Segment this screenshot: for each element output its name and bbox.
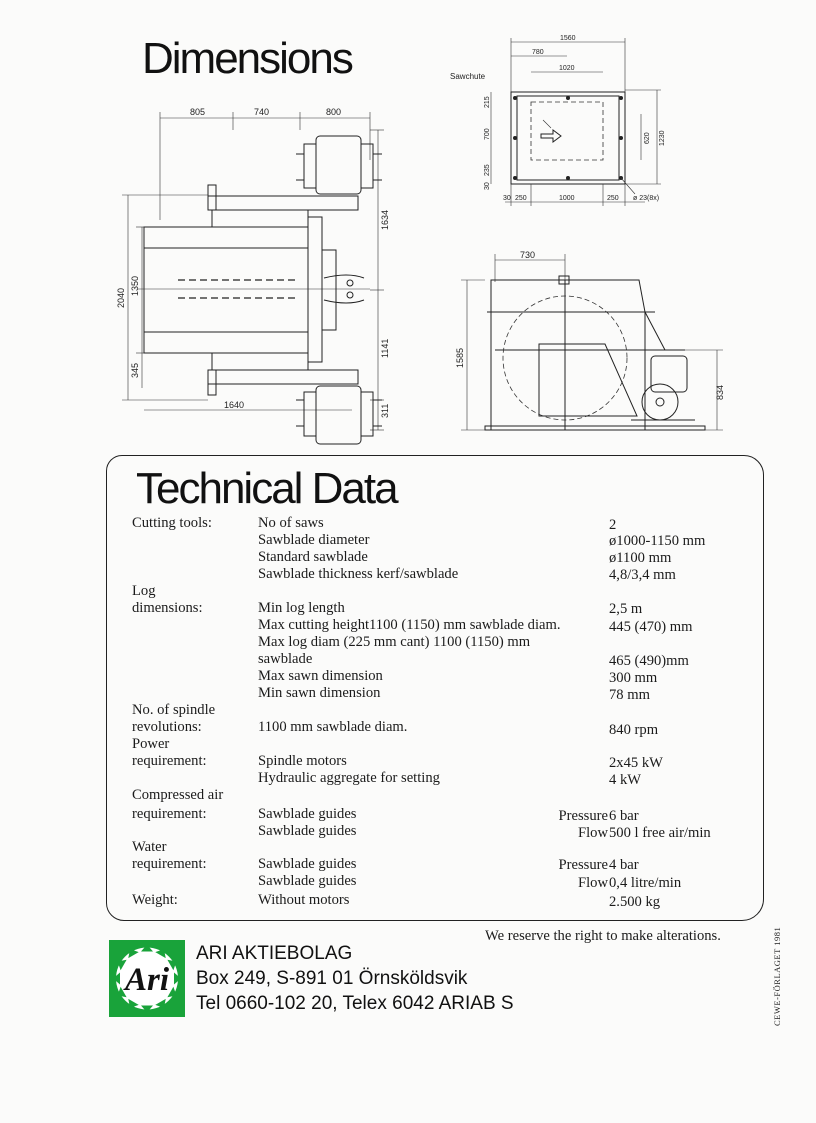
technical-data-heading: Technical Data bbox=[136, 464, 397, 513]
spec-value: 300 mm bbox=[609, 670, 658, 686]
top-dim-780: 780 bbox=[532, 49, 544, 56]
plan-dim-right-1: 1634 bbox=[380, 209, 390, 230]
top-dim-left-235: 235 bbox=[484, 164, 491, 176]
bolt-note: ø 23(8x) bbox=[633, 195, 660, 202]
top-dim-1020: 1020 bbox=[559, 65, 575, 72]
spec-value: 0,4 litre/min bbox=[609, 875, 682, 891]
spec-label: revolutions: bbox=[132, 719, 202, 735]
plan-dim-top-2: 740 bbox=[254, 107, 270, 117]
side-dim-top: 730 bbox=[520, 250, 536, 260]
spec-label: Cutting tools: bbox=[132, 515, 212, 531]
top-dim-right-620: 620 bbox=[644, 132, 651, 144]
spec-description: No of saws bbox=[258, 515, 324, 531]
spec-value: 445 (470) mm bbox=[609, 619, 693, 635]
logo-text: Ari bbox=[124, 962, 170, 998]
plan-dim-left-1: 2040 bbox=[116, 287, 126, 308]
spec-qualifier: Flow bbox=[577, 825, 608, 841]
spec-description: sawblade bbox=[258, 651, 313, 667]
top-dim-left-30: 30 bbox=[484, 182, 491, 190]
spec-value: ø1000-1150 mm bbox=[609, 533, 706, 549]
spec-description: Sawblade thickness kerf/sawblade bbox=[258, 566, 459, 582]
spec-description: Without motors bbox=[258, 892, 350, 908]
plan-dim-left-3: 345 bbox=[130, 362, 140, 378]
spec-label: requirement: bbox=[132, 753, 207, 769]
sawchute-label: Sawchute bbox=[450, 72, 486, 81]
spec-description: Sawblade guides bbox=[258, 806, 357, 822]
spec-description: Sawblade guides bbox=[258, 856, 357, 872]
spec-description: Standard sawblade bbox=[258, 549, 368, 565]
spec-qualifier: Pressure bbox=[558, 857, 608, 873]
spec-description: Sawblade guides bbox=[258, 873, 357, 889]
spec-qualifier: Pressure bbox=[558, 808, 608, 824]
company-address: Box 249, S-891 01 Örnsköldsvik bbox=[196, 968, 468, 989]
top-dim-bottom-30: 30 bbox=[503, 195, 511, 202]
spec-description: Max log diam (225 mm cant) 1100 (1150) mm bbox=[258, 634, 531, 650]
spec-label: No. of spindle bbox=[132, 702, 216, 718]
spec-label: Compressed air bbox=[132, 787, 224, 803]
spec-value: 6 bar bbox=[609, 808, 639, 824]
side-dim-left: 1585 bbox=[455, 347, 465, 368]
spec-label: requirement: bbox=[132, 806, 207, 822]
plan-dim-top-3: 800 bbox=[326, 107, 342, 117]
spec-value: ø1100 mm bbox=[609, 550, 672, 566]
spec-description: Max cutting height1100 (1150) mm sawblade diam. bbox=[258, 617, 561, 633]
top-dim-left-215: 215 bbox=[484, 96, 491, 108]
saw-blade-icon bbox=[109, 940, 185, 1017]
plan-dim-top-1: 805 bbox=[190, 107, 206, 117]
spec-label: Log bbox=[132, 583, 156, 599]
side-dim-right: 834 bbox=[715, 384, 725, 400]
spec-label: requirement: bbox=[132, 856, 207, 872]
spec-description: Spindle motors bbox=[258, 753, 347, 769]
printer-credit: CEWE-FÖRLAGET 1981 bbox=[772, 926, 782, 1026]
company-name: ARI AKTIEBOLAG bbox=[196, 943, 353, 964]
spec-value: 4,8/3,4 mm bbox=[609, 567, 676, 583]
reserve-note: We reserve the right to make alterations. bbox=[485, 928, 721, 944]
spec-value: 2,5 m bbox=[609, 601, 643, 617]
spec-value: 2.500 kg bbox=[609, 894, 661, 910]
plan-dim-right-3: 311 bbox=[380, 403, 390, 418]
spec-value: 2x45 kW bbox=[609, 755, 663, 771]
spec-value: 2 bbox=[609, 517, 617, 533]
spec-description: 1100 mm sawblade diam. bbox=[258, 719, 408, 735]
top-dim-right-1230: 1230 bbox=[659, 130, 666, 146]
spec-description: Hydraulic aggregate for setting bbox=[258, 770, 440, 786]
top-dim-bottom-1000: 1000 bbox=[559, 195, 575, 202]
spec-value: 78 mm bbox=[609, 687, 650, 703]
plan-view-drawing bbox=[108, 100, 408, 445]
plan-dim-right-2: 1141 bbox=[380, 338, 390, 358]
top-dim-left-700: 700 bbox=[484, 128, 491, 140]
spec-value: 500 l free air/min bbox=[609, 825, 711, 841]
spec-label: Power bbox=[132, 736, 170, 752]
dimensions-heading: Dimensions bbox=[142, 34, 352, 83]
top-view-drawing bbox=[445, 34, 675, 209]
spec-description: Sawblade diameter bbox=[258, 532, 370, 548]
side-view-drawing bbox=[455, 240, 735, 435]
spec-description: Min sawn dimension bbox=[258, 685, 381, 701]
spec-description: Min log length bbox=[258, 600, 345, 616]
spec-description: Max sawn dimension bbox=[258, 668, 383, 684]
spec-value: 465 (490)mm bbox=[609, 653, 689, 669]
plan-dim-left-2: 1350 bbox=[130, 275, 140, 296]
spec-value: 840 rpm bbox=[609, 722, 659, 738]
spec-qualifier: Flow bbox=[577, 875, 608, 891]
spec-value: 4 kW bbox=[609, 772, 642, 788]
ari-logo bbox=[109, 940, 185, 1017]
spec-label: Weight: bbox=[132, 892, 178, 908]
plan-dim-bottom: 1640 bbox=[224, 400, 245, 410]
spec-value: 4 bar bbox=[609, 857, 639, 873]
top-dim-bottom-250b: 250 bbox=[607, 195, 619, 202]
spec-label: dimensions: bbox=[132, 600, 203, 616]
top-dim-1560: 1560 bbox=[560, 35, 576, 42]
spec-description: Sawblade guides bbox=[258, 823, 357, 839]
top-dim-bottom-250a: 250 bbox=[515, 195, 527, 202]
spec-label: Water bbox=[132, 839, 167, 855]
company-phone: Tel 0660-102 20, Telex 6042 ARIAB S bbox=[196, 993, 514, 1014]
